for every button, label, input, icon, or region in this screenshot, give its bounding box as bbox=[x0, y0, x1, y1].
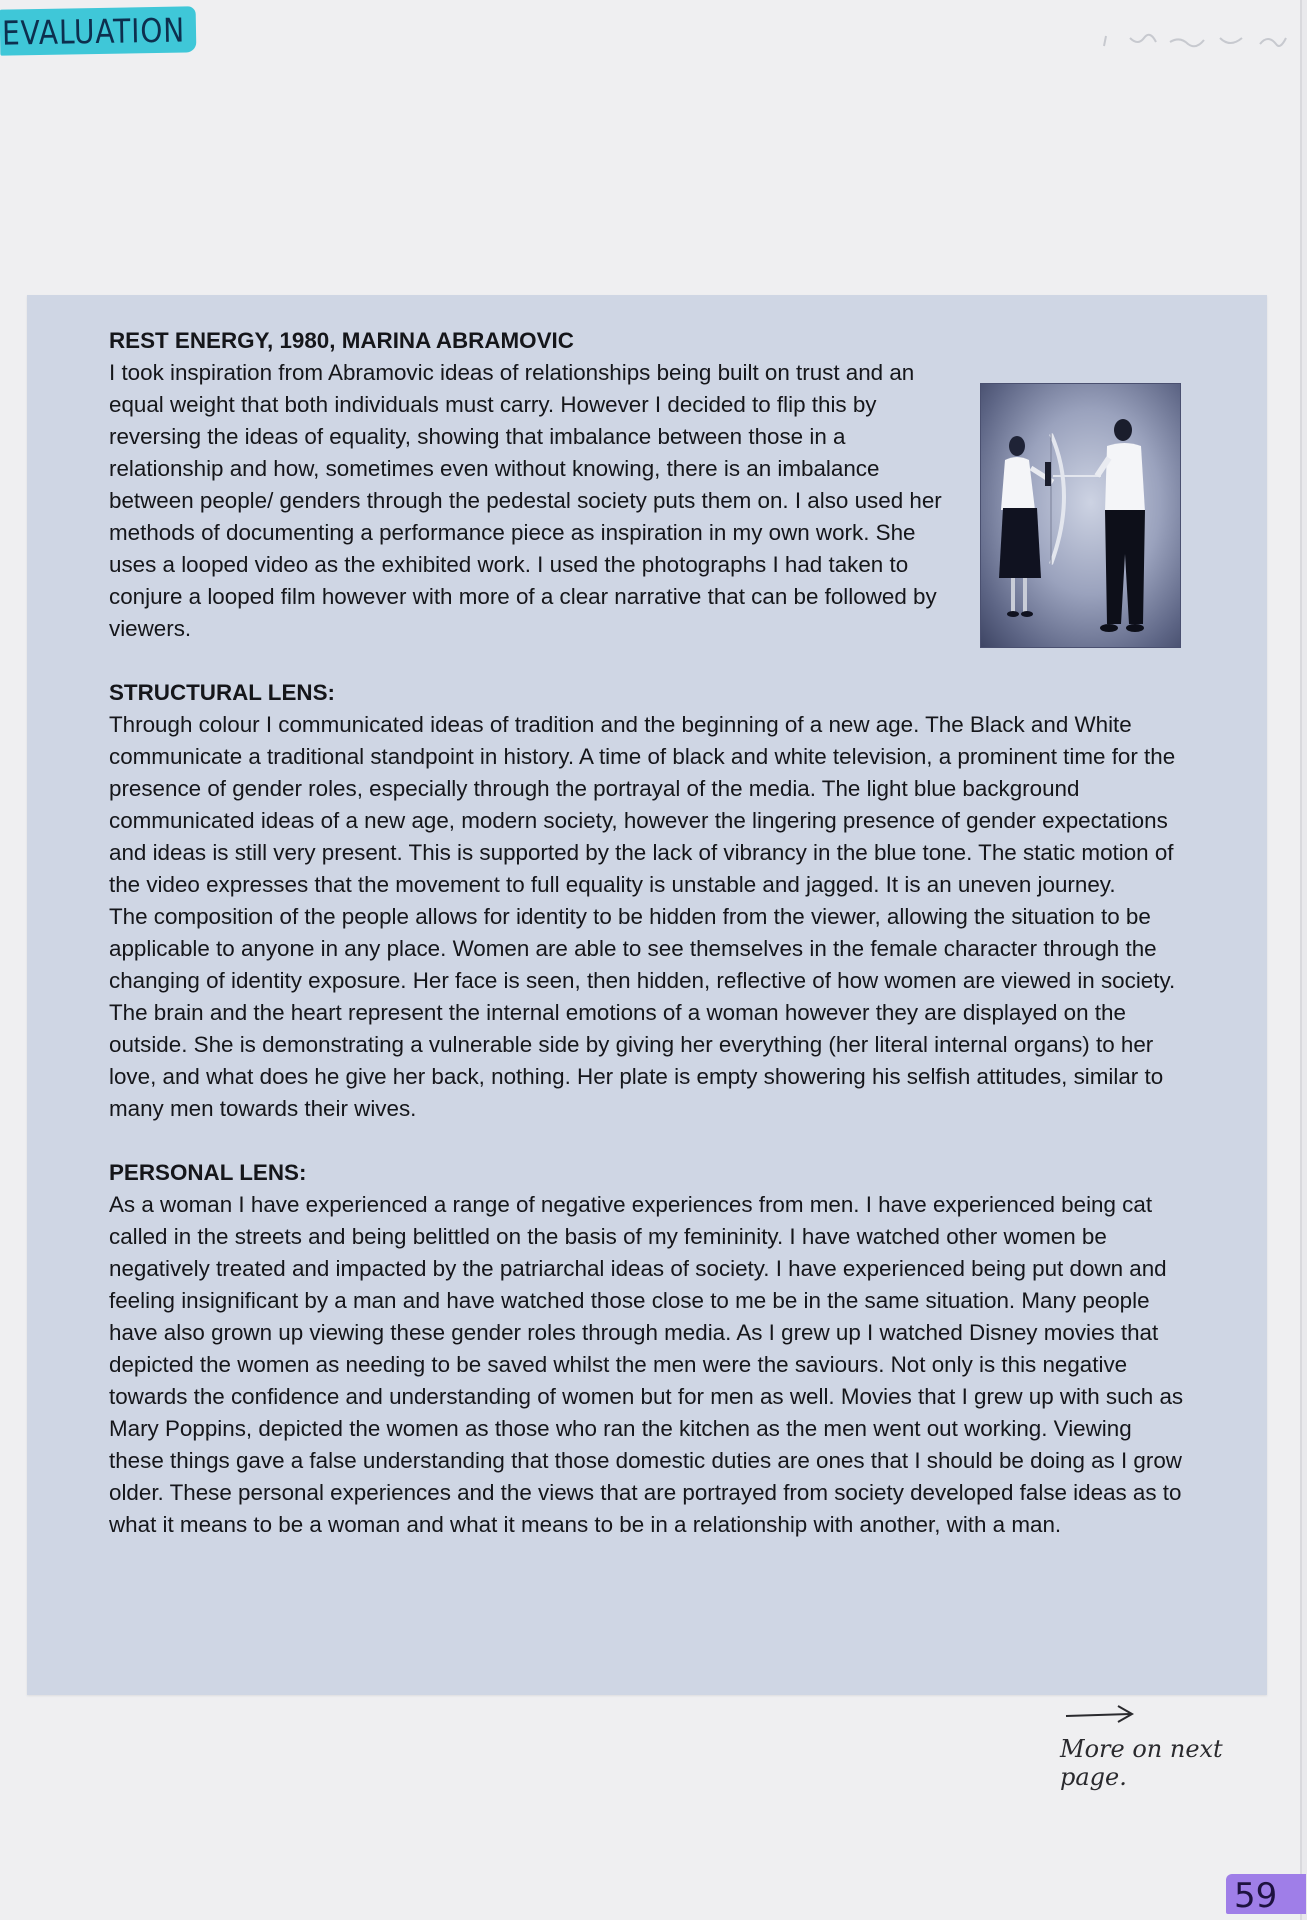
handwritten-line-1: More on next bbox=[1060, 1735, 1223, 1763]
rest-energy-photograph bbox=[980, 383, 1181, 648]
handwritten-note bbox=[1060, 1700, 1280, 1810]
section-structural-lens bbox=[109, 677, 1189, 1125]
evaluation-highlight-tag bbox=[0, 6, 196, 55]
section-heading-personal: PERSONAL LENS: bbox=[109, 1160, 307, 1185]
faint-pencil-scribble bbox=[1100, 26, 1290, 56]
printed-text-panel bbox=[27, 295, 1267, 1695]
section-heading-rest-energy: REST ENERGY, 1980, MARINA ABRAMOVIC bbox=[109, 328, 574, 353]
arrow-right-icon bbox=[1060, 1700, 1280, 1730]
handwritten-line-2: page. bbox=[1060, 1763, 1127, 1791]
evaluation-label: EVALUATION bbox=[1, 10, 186, 53]
bow-and-arrow-icon bbox=[1045, 434, 1101, 564]
page-number: 59 bbox=[1234, 1876, 1278, 1916]
paragraph-structural-3: The brain and the heart represent the internal emotions of a woman however they are displayed on the outside. She is demonstrating a vulnerable side by giving her everything (her literal internal organs) to her love, and what does he give her back, nothing. Her plate is empty showering his selfish attitudes, similar to many men towards their wives. bbox=[109, 1000, 1164, 1121]
section-personal-lens bbox=[109, 1157, 1189, 1541]
paragraph-structural-2: The composition of the people allows for identity to be hidden from the viewer, allowing the situation to be applicable to anyone in any place. Women are able to see themselves in the female character through the changing of identity exposure. Her face is seen, then hidden, reflective of how women are viewed in society. bbox=[109, 904, 1176, 993]
page-number-tag bbox=[1226, 1874, 1306, 1914]
paragraph-personal: As a woman I have experienced a range of negative experiences from men. I have experienced being cat called in the streets and being belittled on the basis of my femininity. I have watched other women be negatively treated and impacted by the patriarchal ideas of society. I have experienced being put down and feeling insignificant by a man and have watched those close to me be in the same situation. Many people have also grown up viewing these gender roles through media. As I grew up I watched Disney movies that depicted the women as needing to be saved whilst the men were the saviours. Not only is this negative towards the confidence and understanding of women but for men as well. Movies that I grew up with such as Mary Poppins, depicted the women as those who ran the kitchen as the men went out working. Viewing these things gave a false understanding that those domestic duties are ones that I should be doing as I grow older. These personal experiences and the views that are portrayed from society developed false ideas as to what it means to be a woman and what it means to be in a relationship with another, with a man. bbox=[109, 1192, 1184, 1537]
section-heading-structural: STRUCTURAL LENS: bbox=[109, 680, 335, 705]
paragraph-rest-energy: I took inspiration from Abramovic ideas of relationships being built on trust and an equal weight that both individuals must carry. However I decided to flip this by reversing the ideas of equality, showing that imbalance between those in a relationship and how, sometimes even without knowing, there is an imbalance between people/ genders through the pedestal society puts them on. I also used her methods of documenting a performance piece as inspiration in my own work. She uses a looped video as the exhibited work. I used the photographs I had taken to conjure a looped film however with more of a clear narrative that can be followed by viewers. bbox=[109, 360, 942, 641]
man-figure-icon bbox=[1097, 419, 1145, 632]
woman-figure-icon bbox=[999, 436, 1053, 617]
paragraph-structural-1: Through colour I communicated ideas of tradition and the beginning of a new age. The Black and White communicate a traditional standpoint in history. A time of black and white television, a prominent time for the presence of gender roles, especially through the portrayal of the media. The light blue background communicated ideas of a new age, modern society, however the lingering presence of gender expectations and ideas is still very present. This is supported by the lack of vibrancy in the blue tone. The static motion of the video expresses that the movement to full equality is unstable and jagged. It is an uneven journey. bbox=[109, 712, 1176, 897]
